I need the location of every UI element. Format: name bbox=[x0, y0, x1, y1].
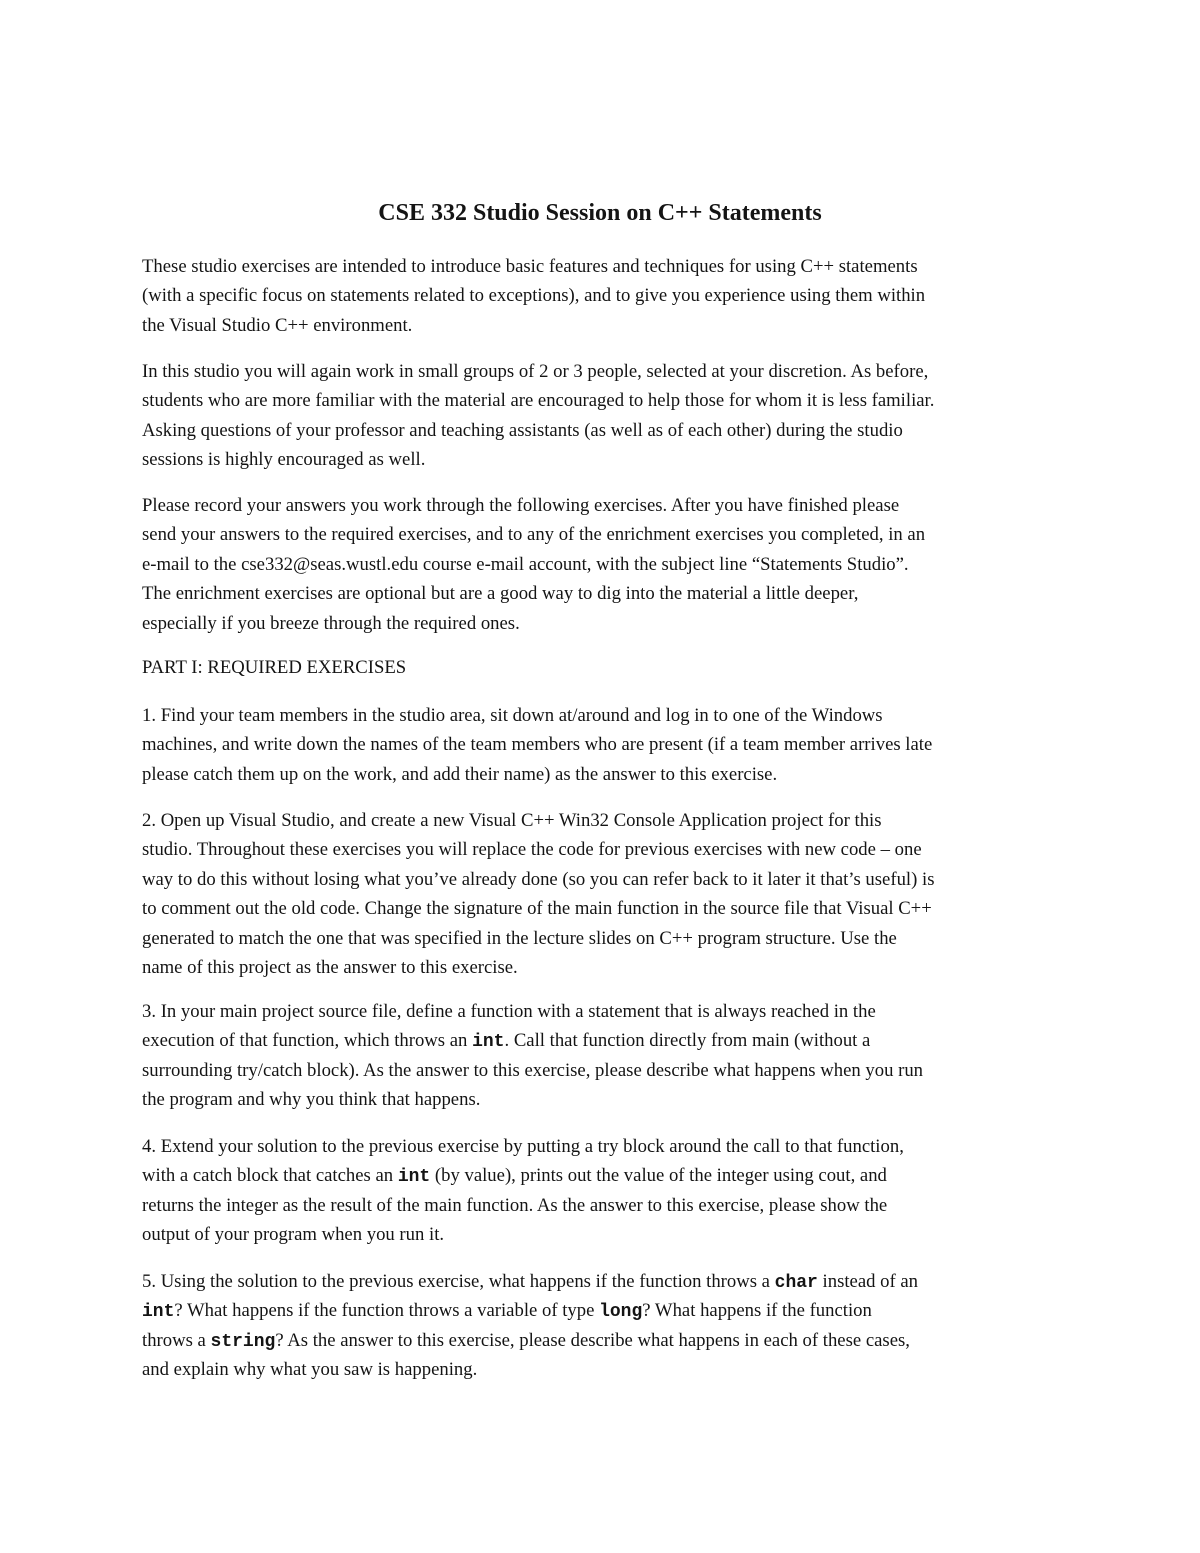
text-segment: 5. Using the solution to the previous exercise, what happens if the function throws a bbox=[142, 1271, 775, 1292]
exercise-5 bbox=[142, 1267, 1072, 1385]
text-line: please catch them up on the work, and add their name) as the answer to this exercise. bbox=[142, 763, 778, 785]
text-line: returns the integer as the result of the main function. As the answer to this exercise, please show the bbox=[142, 1194, 888, 1216]
text-line: to comment out the old code. Change the signature of the main function in the source file that Visual C++ bbox=[142, 898, 932, 920]
text-line: students who are more familiar with the material are encouraged to help those for whom it is less familiar. bbox=[142, 390, 935, 412]
code-keyword: int bbox=[142, 1302, 175, 1323]
text-line bbox=[142, 1326, 1072, 1355]
text-segment: execution of that function, which throws an bbox=[142, 1030, 473, 1052]
text-line: and explain why what you saw is happening. bbox=[142, 1359, 478, 1381]
code-keyword: char bbox=[774, 1273, 818, 1293]
text-line bbox=[142, 1267, 1072, 1296]
text-line: 1. Find your team members in the studio area, sit down at/around and log in to one of the Windows bbox=[142, 705, 883, 726]
code-keyword: long bbox=[599, 1302, 643, 1323]
text-line: Asking questions of your professor and teaching assistants (as well as of each other) during the studio bbox=[142, 419, 903, 441]
text-line: e-mail to the cse332@seas.wustl.edu course e-mail account, with the subject line “Statements Studio”. bbox=[142, 553, 909, 575]
text-line: 4. Extend your solution to the previous exercise by putting a try block around the call to that function, bbox=[142, 1136, 904, 1157]
text-segment: instead of an bbox=[817, 1271, 919, 1292]
text-line: generated to match the one that was specified in the lecture slides on C++ program structure. Use the bbox=[142, 927, 897, 949]
exercise-1 bbox=[142, 701, 1072, 789]
text-line: name of this project as the answer to this exercise. bbox=[142, 956, 518, 978]
text-line: way to do this without losing what you’ve already done (so you can refer back to it later it that’s useful) is bbox=[142, 868, 935, 890]
text-line: Please record your answers you work through the following exercises. After you have finished please bbox=[142, 495, 900, 516]
code-keyword: string bbox=[210, 1331, 276, 1352]
part-heading bbox=[142, 653, 1072, 682]
text-line: sessions is highly encouraged as well. bbox=[142, 449, 426, 471]
document-title: CSE 332 Studio Session on C++ Statements bbox=[378, 200, 822, 226]
text-line: the program and why you think that happens. bbox=[142, 1089, 481, 1111]
exercise-2 bbox=[142, 806, 1072, 982]
text-line: The enrichment exercises are optional but are a good way to dig into the material a little deeper, bbox=[142, 583, 859, 605]
text-line: (with a specific focus on statements related to exceptions), and to give you experience using them within bbox=[142, 285, 926, 307]
text-line: output of your program when you run it. bbox=[142, 1224, 445, 1246]
text-line: surrounding try/catch block). As the answer to this exercise, please describe what happens when you run bbox=[142, 1059, 924, 1081]
intro-paragraph bbox=[142, 252, 1072, 340]
section-heading: PART I: REQUIRED EXERCISES bbox=[142, 657, 407, 678]
text-segment: throws a bbox=[142, 1329, 211, 1351]
text-line: These studio exercises are intended to introduce basic features and techniques for using C++ statements bbox=[142, 256, 918, 277]
exercise-3 bbox=[142, 997, 1072, 1115]
groups-paragraph bbox=[142, 357, 1072, 475]
text-line: In this studio you will again work in small groups of 2 or 3 people, selected at your discretion. As before, bbox=[142, 361, 929, 382]
text-segment: (by value), prints out the value of the integer using cout, and bbox=[430, 1165, 887, 1187]
text-segment: ? What happens if the function bbox=[642, 1300, 872, 1322]
text-line: send your answers to the required exercises, and to any of the enrichment exercises you completed, in an bbox=[142, 524, 926, 546]
text-segment: . Call that function directly from main (without a bbox=[504, 1030, 871, 1052]
instructions-paragraph bbox=[142, 491, 1072, 638]
text-line: especially if you breeze through the required ones. bbox=[142, 612, 520, 634]
code-keyword: int bbox=[397, 1167, 431, 1188]
text-segment: ? As the answer to this exercise, please describe what happens in each of these cases, bbox=[275, 1329, 910, 1351]
text-segment: with a catch block that catches an bbox=[142, 1165, 398, 1187]
text-line bbox=[142, 1026, 1072, 1055]
text-line bbox=[142, 1161, 1072, 1190]
text-line: the Visual Studio C++ environment. bbox=[142, 314, 413, 336]
text-line: studio. Throughout these exercises you will replace the code for previous exercises with new code – one bbox=[142, 839, 922, 861]
text-line: machines, and write down the names of the team members who are present (if a team member arrives late bbox=[142, 734, 933, 756]
code-keyword: int bbox=[472, 1032, 505, 1053]
exercise-4 bbox=[142, 1132, 1072, 1250]
text-segment: ? What happens if the function throws a variable of type bbox=[174, 1300, 600, 1322]
text-line: 2. Open up Visual Studio, and create a new Visual C++ Win32 Console Application project for this bbox=[142, 810, 882, 831]
text-line: 3. In your main project source file, define a function with a statement that is always reached in the bbox=[142, 1001, 876, 1022]
text-line bbox=[142, 1296, 1072, 1325]
